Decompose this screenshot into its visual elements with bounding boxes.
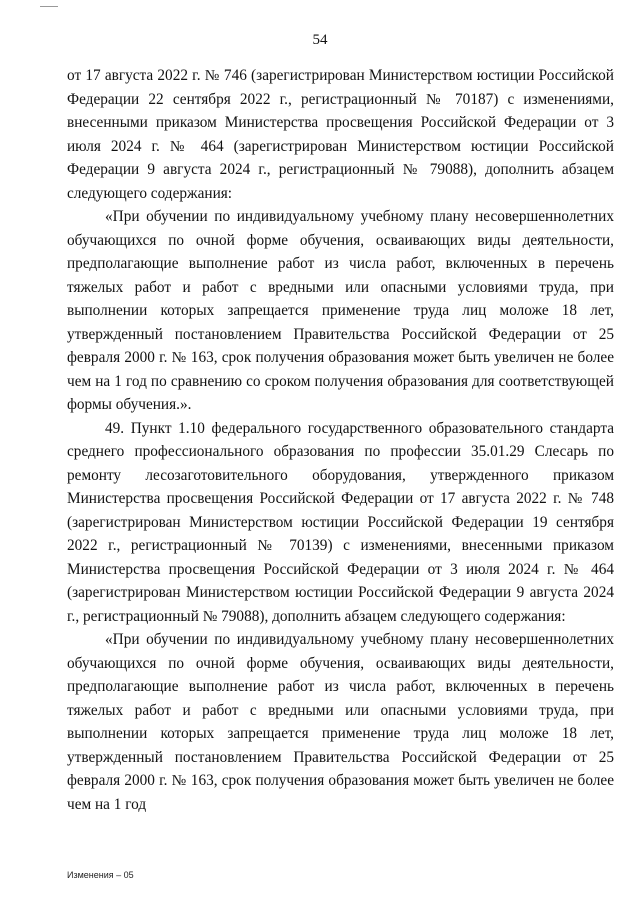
paragraph-item-49: 49. Пункт 1.10 федерального государственного образовательного стандарта среднего профессионального образования по профессии 35.01.29 Слесарь по ремонту лесозаготовительного оборудования, утвержденного приказом Министерства просвещения Российской Федерации от 17 августа 2022 г. № 748 (зарегистрирован Министерством юстиции Российской Федерации 19 сентября 2022 г., регистрационный № 70139) с изменениями, внесенными приказом Министерства просвещения Российской Федерации от 3 июля 2024 г. № 464 (зарегистрирован Министерством юстиции Российской Федерации 9 августа 2024 г., регистрационный № 79088), дополнить абзацем следующего содержания: — [67, 419, 614, 625]
document-body — [67, 64, 614, 816]
footer-note: Изменения – 05 — [67, 870, 134, 880]
paragraph-quote: «При обучении по индивидуальному учебному плану несовершеннолетних обучающихся по очной форме обучения, осваивающих виды деятельности, предполагающие выполнение работ из числа работ, включенных в перечень тяжелых работ и работ с вредными или опасными условиями труда, при выполнении которых запрещается применение труда лиц моложе 18 лет, утвержденный постановлением Правительства Российской Федерации от 25 февраля 2000 г. № 163, срок получения образования может быть увеличен не более чем на 1 год по сравнению со сроком получения образования для соответствующей формы обучения.». — [67, 208, 614, 413]
paragraph-continuation: от 17 августа 2022 г. № 746 (зарегистрирован Министерством юстиции Российской Федерации 22 сентября 2022 г., регистрационный № 70187) с изменениями, внесенными приказом Министерства просвещения Российской Федерации от 3 июля 2024 г. № 464 (зарегистрирован Министерством юстиции Российской Федерации 9 августа 2024 г., регистрационный № 79088), дополнить абзацем следующего содержания: — [67, 67, 614, 202]
page-number: 54 — [312, 32, 328, 48]
scan-corner-mark — [40, 6, 58, 8]
paragraph-quote: «При обучении по индивидуальному учебному плану несовершеннолетних обучающихся по очной форме обучения, осваивающих виды деятельности, предполагающие выполнение работ из числа работ, включенных в перечень тяжелых работ и работ с вредными или опасными условиями труда, при выполнении которых запрещается применение труда лиц моложе 18 лет, утвержденный постановлением Правительства Российской Федерации от 25 февраля 2000 г. № 163, срок получения образования может быть увеличен не более чем на 1 год — [67, 631, 614, 813]
